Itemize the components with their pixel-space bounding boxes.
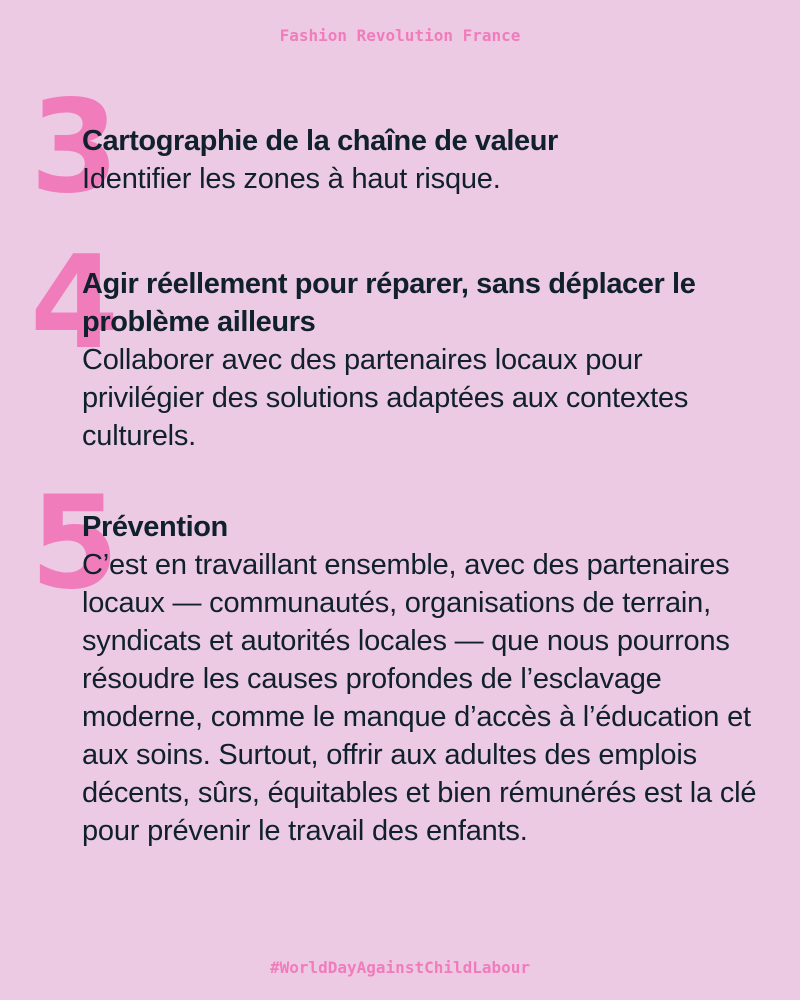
step-5 [82,508,782,850]
step-number-4: 4 [30,229,120,378]
step-5-body: C’est en travaillant ensemble, avec des partenaires locaux — communautés, organisations de terrain, syndicats et autorités locales — que nous pourrons résoudre les causes profondes de l’esclavage moderne, comme le manque d’accès à l’éducation et aux soins. Surtout, offrir aux adultes des emplois décents, sûrs, équitables et bien rémunérés est la clé pour prévenir le travail des enfants. [82,549,757,847]
step-4-title: Agir réellement pour réparer, sans déplacer le problème ailleurs [82,268,696,338]
step-number-3: 3 [30,73,120,222]
header-brand: Fashion Revolution France [279,26,521,45]
step-3-body: Identifier les zones à haut risque. [82,163,501,195]
step-number-5: 5 [30,469,120,618]
step-4-body: Collaborer avec des partenaires locaux pour privilégier des solutions adaptées aux contextes culturels. [82,344,689,452]
step-4 [82,265,722,455]
step-3 [82,122,782,198]
step-3-title: Cartographie de la chaîne de valeur [82,125,558,157]
footer-hashtag: #WorldDayAgainstChildLabour [269,958,531,977]
step-5-title: Prévention [82,511,228,543]
